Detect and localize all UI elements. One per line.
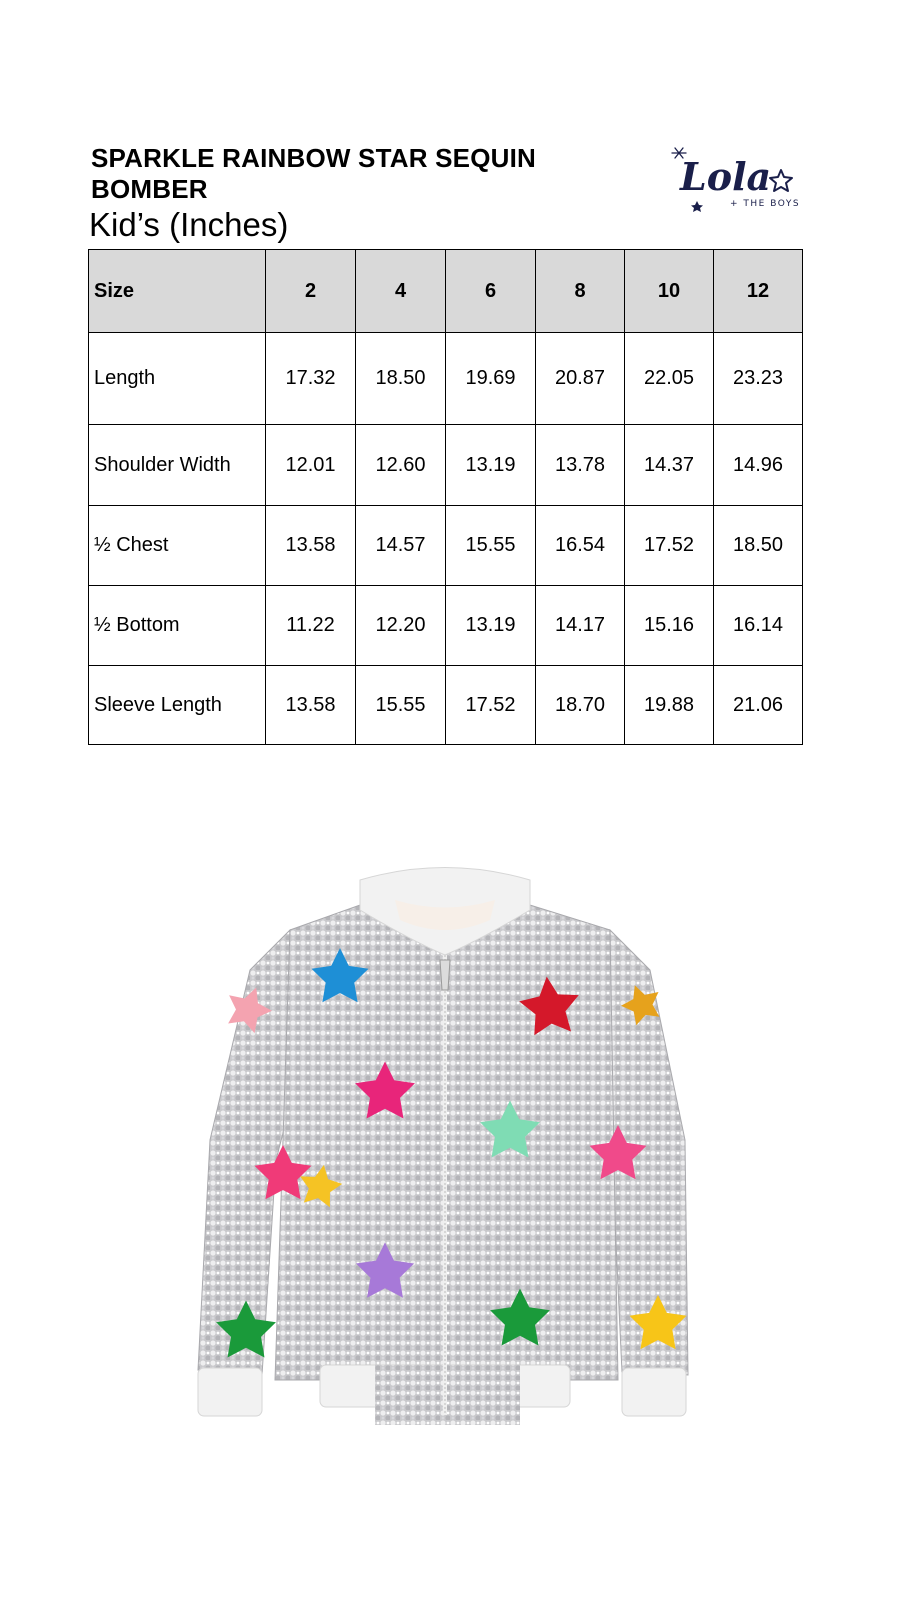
size-chart-table (88, 249, 803, 745)
measurement-value: 14.96 (714, 425, 803, 506)
measurement-value: 18.50 (356, 333, 446, 425)
measurement-value: 14.57 (356, 506, 446, 586)
measurement-value: 23.23 (714, 333, 803, 425)
size-header: Size (89, 250, 266, 333)
size-column-header: 6 (446, 250, 536, 333)
size-column-header: 10 (625, 250, 714, 333)
table-header-row (89, 250, 803, 333)
measurement-value: 18.50 (714, 506, 803, 586)
brand-logo (668, 140, 800, 220)
measurement-value: 16.54 (536, 506, 625, 586)
measurement-label: Length (89, 333, 266, 425)
measurement-value: 17.32 (266, 333, 356, 425)
measurement-value: 13.19 (446, 425, 536, 506)
size-column-header: 8 (536, 250, 625, 333)
measurement-label: ½ Chest (89, 506, 266, 586)
table-row (89, 666, 803, 745)
measurement-value: 14.17 (536, 586, 625, 666)
product-title: SPARKLE RAINBOW STAR SEQUIN BOMBER (91, 143, 537, 204)
measurement-value: 21.06 (714, 666, 803, 745)
measurement-value: 12.60 (356, 425, 446, 506)
measurement-label: Sleeve Length (89, 666, 266, 745)
measurement-value: 16.14 (714, 586, 803, 666)
measurement-value: 22.05 (625, 333, 714, 425)
measurement-value: 13.19 (446, 586, 536, 666)
table-row (89, 506, 803, 586)
svg-text:Lola: Lola (680, 154, 772, 199)
sequin-bomber-jacket-image (180, 860, 720, 1430)
measurement-value: 15.55 (446, 506, 536, 586)
chart-subtitle: Kid’s (Inches) (89, 206, 289, 243)
measurement-value: 20.87 (536, 333, 625, 425)
measurement-value: 13.78 (536, 425, 625, 506)
measurement-value: 15.55 (356, 666, 446, 745)
table-row (89, 425, 803, 506)
measurement-value: 11.22 (266, 586, 356, 666)
measurement-value: 17.52 (446, 666, 536, 745)
measurement-value: 19.88 (625, 666, 714, 745)
measurement-label: Shoulder Width (89, 425, 266, 506)
measurement-value: 13.58 (266, 506, 356, 586)
measurement-value: 14.37 (625, 425, 714, 506)
table-row (89, 586, 803, 666)
svg-text:+ THE BOYS: + THE BOYS (730, 199, 800, 209)
measurement-label: ½ Bottom (89, 586, 266, 666)
size-column-header: 12 (714, 250, 803, 333)
measurement-value: 18.70 (536, 666, 625, 745)
size-column-header: 2 (266, 250, 356, 333)
measurement-value: 17.52 (625, 506, 714, 586)
measurement-value: 12.20 (356, 586, 446, 666)
size-column-header: 4 (356, 250, 446, 333)
measurement-value: 15.16 (625, 586, 714, 666)
measurement-value: 19.69 (446, 333, 536, 425)
table-row (89, 333, 803, 425)
measurement-value: 12.01 (266, 425, 356, 506)
measurement-value: 13.58 (266, 666, 356, 745)
